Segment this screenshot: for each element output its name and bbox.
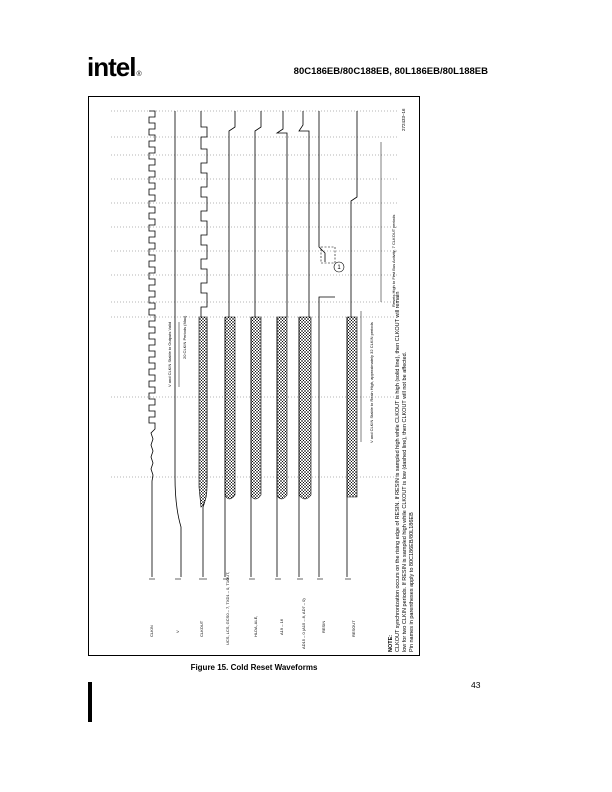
cold-reset-waveform-diagram	[89, 97, 421, 657]
resin-dashed-box	[321, 247, 335, 263]
signal-label-ad15-0: AD15 – 0 (A15 – 8, AD7 – 0)	[301, 598, 306, 649]
signal-label-clkout: CLKOUT	[199, 620, 204, 637]
resin-trace	[319, 111, 335, 577]
note-line-3: Pin names in parentheses apply to 80C186EB/80L186EB	[409, 512, 415, 652]
clkin-trace	[149, 111, 155, 577]
registered-mark: ®	[136, 71, 141, 78]
document-title: 80C186EB/80C188EB, 80L186EB/80L188EB	[293, 66, 488, 77]
signal-label-hlda: HLDA, ALE,	[253, 615, 258, 637]
vcc-trace	[175, 111, 181, 577]
revision-change-bar	[88, 682, 92, 722]
annotation-resin-high: V and CLKIN Stable to Resin High, approximately 32 CLKIN periods	[369, 322, 374, 443]
hatched-regions	[199, 317, 357, 507]
signal-label-resin: RESIN	[321, 620, 326, 633]
signal-label-resout: RESOUT	[351, 620, 356, 637]
annotation-vcc-clkin-valid: V and CLKIN Stable to Outputs Valid	[167, 321, 172, 387]
note-marker-label: 1	[337, 265, 341, 271]
signal-label-clkin: CLKIN	[149, 625, 154, 637]
signal-label-ucs: UCS, LCS, GCS0 – 7, TXD1 – 0, T1OUT,	[225, 571, 230, 645]
note-line-2: low for two CLKIN periods. If RESIN is sampled high while CLKOUT is low (dashed line), then CLKOUT will not be affected.	[402, 351, 408, 652]
note-heading: NOTE:	[388, 634, 394, 652]
figure-frame	[88, 96, 420, 656]
figure-caption: Figure 15. Cold Reset Waveforms	[190, 663, 318, 672]
note-line-1: CLKOUT synchronization occurs on the rising edge of RESIN. If RESIN is sampled high while CLKOUT is high (solid line), then CLKOUT will remain	[395, 291, 401, 652]
logo-text: intel	[87, 52, 136, 82]
figure-number: 272433–16	[401, 108, 406, 131]
annotation-clkin-period: 20 CLKIN Periods (Max)	[182, 315, 187, 359]
intel-logo	[87, 52, 141, 83]
signal-label-a19-16: A19 – 16	[279, 618, 284, 635]
annotation-resets-high: Resets High to First Bus Activity, 7 CLKOUT periods	[391, 214, 396, 307]
page-number: 43	[471, 680, 481, 690]
signal-label-vcc: V	[175, 630, 180, 633]
